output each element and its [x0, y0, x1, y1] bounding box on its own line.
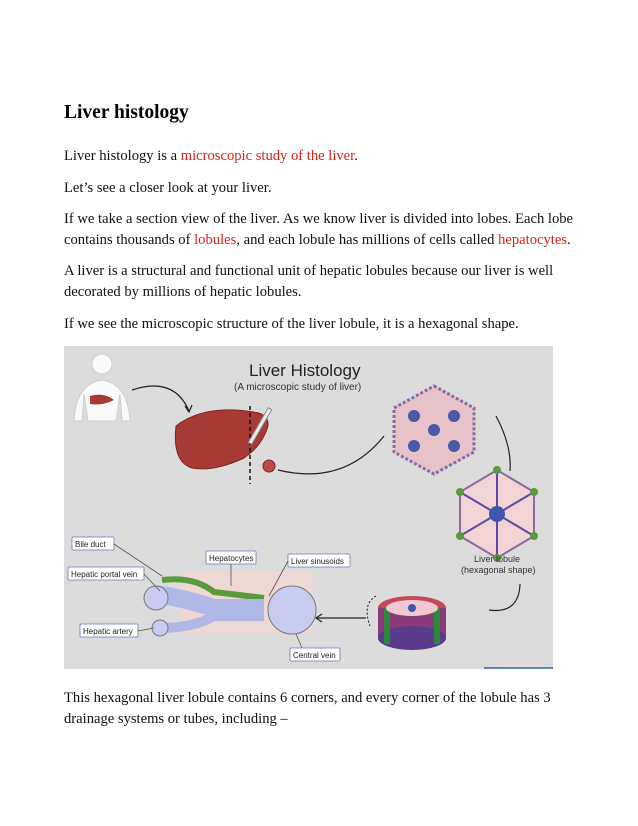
lobule-3d-icon	[367, 596, 446, 650]
arrow-body-to-liver	[132, 386, 189, 411]
svg-text:Liver sinusoids: Liver sinusoids	[291, 557, 344, 566]
liver-histology-figure	[64, 346, 553, 669]
paragraph-hexagonal: If we see the microscopic structure of the liver lobule, it is a hexagonal shape.	[64, 316, 519, 332]
label-box-hepatic-artery	[80, 624, 138, 637]
label-box-central-vein	[290, 648, 340, 661]
link-microscopic-study[interactable]: microscopic study of the liver	[180, 148, 355, 164]
svg-text:Hepatic portal vein: Hepatic portal vein	[71, 570, 138, 579]
svg-text:Hepatic artery: Hepatic artery	[83, 627, 133, 636]
page-title: Liver histology	[64, 102, 189, 123]
svg-text:Hepatocytes: Hepatocytes	[209, 554, 254, 563]
label-box-bile-duct	[72, 537, 114, 550]
arrow-liver-to-lobules	[278, 436, 384, 474]
label-box-hepatic-portal-vein	[68, 567, 144, 580]
figure-subtitle: (A microscopic study of liver)	[234, 382, 362, 393]
paragraph-six-corners: This hexagonal liver lobule contains 6 corners, and every corner of the lobule has 3 drainage systems or tubes, including –	[64, 690, 551, 727]
paragraph-section-view: If we take a section view of the liver. As we know liver is divided into lobes. Each lobe contains thousands of lobules, and each lobule has millions of cells called hepatocytes.	[64, 211, 574, 248]
svg-text:Central vein: Central vein	[293, 651, 336, 660]
label-hexagonal-shape: (hexagonal shape)	[461, 565, 536, 575]
paragraph-structural-unit: A liver is a structural and functional unit of hepatic lobules because our liver is well decorated by millions of hepatic lobules.	[64, 263, 554, 300]
label-box-hepatocytes	[206, 551, 256, 564]
liver-icon	[175, 406, 275, 484]
figure-title: Liver Histology	[249, 361, 361, 380]
label-box-liver-sinusoids	[288, 554, 350, 567]
human-body-icon	[74, 354, 130, 421]
svg-text:Bile duct: Bile duct	[75, 540, 106, 549]
link-lobules[interactable]: lobules	[194, 232, 237, 248]
link-hepatocytes[interactable]: hepatocytes	[498, 232, 567, 248]
label-liver-lobule: Liver lobule	[474, 554, 521, 564]
vessel-schematic	[144, 571, 316, 636]
paragraph-intro: Liver histology is a microscopic study of the liver.	[64, 148, 358, 164]
paragraph-closer-look: Let’s see a closer look at your liver.	[64, 180, 272, 196]
lobule-cluster-icon	[394, 386, 474, 474]
hexagonal-lobule-icon	[456, 466, 538, 562]
